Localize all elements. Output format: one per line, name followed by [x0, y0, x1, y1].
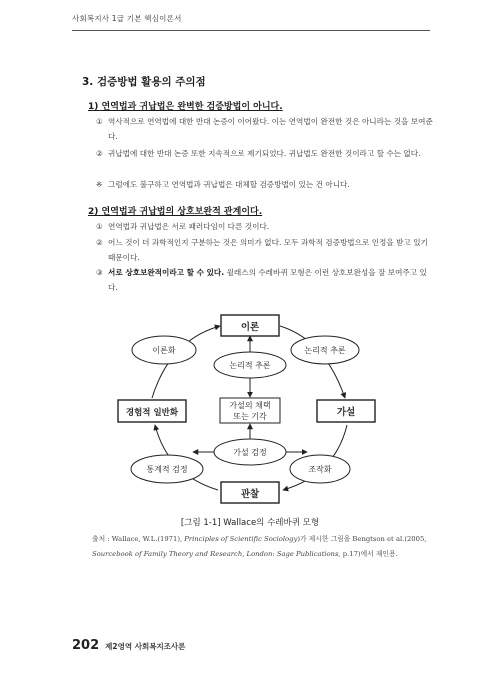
item-number: ① — [96, 222, 103, 231]
section-title: 3. 검증방법 활용의 주의점 — [82, 76, 206, 88]
list-item — [96, 235, 436, 265]
item-number: ② — [96, 238, 103, 247]
item-number: ② — [96, 149, 103, 158]
decision-line-2: 또는 기각 — [233, 412, 267, 421]
subsection-1-title — [88, 99, 283, 112]
source-title-1: Principles of Scientific Sociology — [184, 535, 298, 543]
oval-operationalization-label: 조작화 — [308, 465, 332, 474]
page-number: 202 — [72, 638, 100, 653]
running-header: 사회복지사 1급 기본 핵심이론서 — [72, 14, 182, 23]
subsection-1-text: 1) 연역법과 귀납법은 완벽한 검증방법이 아니다. — [88, 102, 283, 112]
list-item-note — [96, 177, 436, 192]
page-footer — [72, 634, 185, 653]
box-decision — [220, 398, 280, 423]
wallace-wheel-diagram — [95, 305, 405, 510]
subsection-2-title — [88, 204, 262, 217]
box-empirical-label: 경험적 일반화 — [125, 408, 179, 418]
item-text — [96, 265, 436, 295]
list-item — [96, 219, 436, 234]
part-label: 제2영역 사회복지조사론 — [105, 642, 186, 651]
source-mid: )가 제시한 그림을 Bengtson et al.(2005, — [297, 535, 427, 543]
page-header — [0, 0, 500, 46]
box-observation — [221, 482, 279, 503]
oval-logical-inference-outer — [291, 336, 359, 364]
box-observation-label: 관찰 — [240, 489, 260, 500]
box-empirical-generalization — [118, 400, 186, 422]
oval-theorizing-label: 이론화 — [152, 346, 176, 355]
oval-hypothesis-test — [214, 439, 286, 465]
item-emphasis: 서로 상호보완적이라고 할 수 있다. — [108, 268, 225, 277]
header-rule — [72, 30, 430, 31]
item-text: 어느 것이 더 과학적인지 구분하는 것은 의미가 없다. 모두 과학적 검증방법으로 인정을 받고 있기 때문이다. — [108, 238, 428, 262]
list-item — [96, 146, 436, 161]
source-title-2: Sourcebook of Family Theory and Research, London: Sage Publications, — [92, 550, 341, 558]
inner-logical-inference-label: 논리적 추론 — [229, 361, 271, 370]
item-number: ① — [96, 117, 103, 126]
box-theory-label: 이론 — [240, 322, 260, 333]
oval-logical-inference-inner — [214, 352, 286, 378]
item-text: 연역법과 귀납법은 서로 패러다임이 다른 것이다. — [108, 222, 270, 231]
item-text: 귀납법에 대한 반대 논증 또한 지속적으로 제기되었다. 귀납법도 완전한 것이라고 할 수는 없다. — [108, 149, 421, 158]
inner-hypothesis-test-label: 가설 검정 — [233, 448, 267, 457]
figure-caption: [그림 1-1] Wallace의 수레바퀴 모형 — [180, 518, 320, 528]
figure-source — [92, 532, 442, 562]
oval-logical-inference-label: 논리적 추론 — [304, 346, 346, 355]
oval-statistical-test — [131, 455, 203, 483]
item-number: ※ — [96, 180, 103, 189]
box-hypothesis — [317, 400, 375, 422]
oval-theorizing — [132, 336, 196, 364]
oval-operationalization — [290, 455, 350, 483]
source-suffix: p.17)에서 재인용. — [340, 550, 398, 558]
subsection-2-text: 2) 연역법과 귀납법의 상호보완적 관계이다. — [88, 207, 263, 217]
list-item — [96, 114, 436, 144]
oval-statistical-test-label: 통계적 검정 — [146, 465, 188, 474]
box-hypothesis-label: 가설 — [336, 407, 356, 418]
box-theory — [221, 315, 279, 336]
item-text: 그럼에도 불구하고 연역법과 귀납법은 대체할 검증방법이 있는 건 아니다. — [108, 180, 350, 189]
list-item — [96, 265, 436, 295]
item-text: 역사적으로 연역법에 대한 반대 논증이 이어왔다. 이는 연역법이 완전한 것은 아니라는 것을 보여준다. — [108, 117, 433, 141]
source-prefix: 출처 : Wallace, W.L.(1971), — [92, 535, 185, 543]
item-rest: 윌래스의 수레바퀴 모형은 이런 상호보완성을 잘 보여주고 있다. — [108, 268, 427, 292]
decision-line-1: 가설의 채택 — [229, 401, 271, 410]
item-number: ③ — [96, 268, 103, 277]
